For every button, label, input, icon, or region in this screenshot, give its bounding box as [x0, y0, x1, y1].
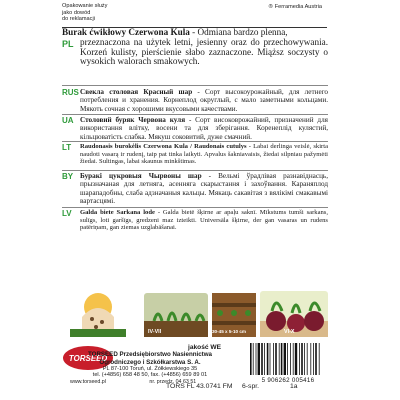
language-code: LV: [62, 209, 72, 218]
company-name: TORSEED Przedsiębiorstwo Nasiennictwa: [87, 351, 212, 358]
barcode-bar: [275, 343, 277, 375]
barcode-bar: [313, 343, 314, 375]
certification-mark: [269, 4, 322, 10]
variety-title: Буракі цукровыя Чырвоны шар: [80, 172, 202, 180]
product-code: TORS FL 43.0741 FM: [166, 383, 233, 390]
harvest-period: VI-X: [284, 329, 295, 335]
certification-label: Ferramedia Austria: [274, 4, 322, 10]
barcode-bar: [307, 343, 308, 375]
barcode-bar: [295, 343, 297, 375]
variant-label: 1a: [290, 383, 298, 390]
language-code: BY: [62, 172, 74, 181]
variety-description: - Сорт высокоурожайный, для летнего потребления и хранения. Корнеплод округлый, с мало заметными кольцами. Мякоть сочная с хорошими вкусовыми качествами.: [80, 88, 328, 113]
variety-title: Raudonasis burokėlis Czerwona Kula / Raudonais cutulys: [80, 143, 247, 150]
divider: [62, 207, 328, 208]
variety-description: - Galda bietē šķirne ar apaļu saknī. Mīkstums tumši sarkans, sulīgs, loti garšīgs, gredzeni maz izteikti. Universāla šķirne, der gan vasaras un rudens patēriņam, gan ziemas uzglabāšanai.: [80, 209, 329, 232]
barcode-bar: [256, 343, 257, 375]
divider: [62, 141, 328, 142]
description-ua: [62, 116, 328, 141]
barcode-bar: [273, 343, 274, 375]
registered-icon: ®: [268, 4, 273, 10]
cultivation-calendar: [62, 287, 328, 339]
variety-title: Burak ćwikłowy Czerwona Kula: [62, 27, 190, 37]
variety-description: - Labai derlinga veislė, skirta naudoti vasarą ir rudenį, taip pat tinka laikyti. Apvalus šakniavaisis, žiedai silpniau pažymėti žiedai. Sultingas, labai skaunus minkštimas.: [80, 143, 329, 166]
complaint-notice: [62, 3, 107, 23]
barcode-bar: [250, 343, 252, 375]
company-name-2: Ogrodniczego i Szkółkarstwa S. A.: [99, 358, 201, 366]
divider: [62, 170, 328, 171]
barcode-bar: [299, 343, 300, 375]
description-lv: [62, 209, 328, 232]
barcode-bar: [301, 343, 303, 375]
barcode-number: 5 906262 005416: [261, 377, 315, 384]
sowing-period: IV-VII: [148, 329, 162, 335]
language-code: PL: [62, 39, 74, 49]
barcode-bar: [264, 343, 265, 375]
quality-label: jakość WE: [188, 344, 221, 351]
barcode-bar: [310, 343, 311, 375]
barcode-bar: [319, 343, 320, 375]
description-pl: PL Burak ćwikłowy Czerwona Kula - Odmiana bardzo plenna, przeznaczona na użytek letni, jesienny oraz do przechowywania. Korzeń kulisty, pierścienie słabo zaznaczone. Miąższ soczysty o wysokich walorach smakowych.: [62, 27, 328, 67]
language-code: LT: [62, 143, 72, 152]
sowing-hand-icon: [62, 289, 134, 339]
barcode-bar: [293, 343, 294, 375]
variety-description: - Вельмі ўрадлівая разнавіднасць, прызначаная для летняга, асенняга скарыстання і захоўвання. Караняплод шарападобны, слаба адзначаныя кальцы. Мякаць сакавітая з вялікімі смакавымі вартасцямі.: [80, 172, 328, 205]
company-website[interactable]: www.torseed.pl: [70, 378, 106, 385]
barcode-bar: [315, 343, 317, 375]
divider: [62, 85, 328, 86]
notice-line: jako dowód: [62, 9, 91, 16]
description-lt: [62, 143, 328, 166]
barcode-bar: [279, 343, 280, 375]
barcode-bar: [287, 343, 288, 375]
barcode-bar: [253, 343, 254, 375]
barcode-bar: [267, 343, 269, 375]
barcode-bar: [290, 343, 291, 375]
barcode-bar: [304, 343, 305, 375]
language-code: RUS: [62, 88, 79, 97]
barcode-bar: [284, 343, 286, 375]
notice-line: Opakowanie służy: [62, 3, 108, 9]
variety-title: Свекла столовая Красный шар: [80, 88, 193, 96]
notice-line: do reklamacji: [62, 16, 95, 23]
barcode-bar: [261, 343, 263, 375]
variety-description: przeznaczona na użytek letni, jesienny oraz do przechowywania. Korzeń kulisty, pierścienie słabo zaznaczone. Miąższ soczysty o wysokich walorach smakowych.: [80, 36, 328, 67]
spr-label: 6-spr.: [242, 383, 259, 390]
production-number: nr. przedz. 04 63 51: [149, 378, 197, 385]
company-phone: tel. (+4856) 658 48 50, fax. (+4856) 659 89 01: [92, 372, 208, 379]
barcode-bar: [281, 343, 283, 375]
description-by: [62, 172, 328, 205]
language-code: UA: [62, 116, 74, 125]
barcode: [246, 343, 330, 377]
variety-title: Galda biete Sarkana lode: [80, 209, 155, 216]
barcode-bar: [270, 343, 271, 375]
company-info: [62, 351, 238, 385]
logo-text: TORSEED: [68, 354, 108, 363]
plant-spacing: 30-45 x 5-10 cm: [212, 329, 246, 334]
divider: [62, 114, 328, 115]
barcode-bar: [258, 343, 260, 375]
description-rus: [62, 88, 328, 113]
company-address: PL 87-100 Toruń, ul. Żółkiewskiego 35: [102, 366, 198, 372]
variety-title: Столовий буряк Червона куля: [80, 116, 186, 124]
variety-description: - Сорт високоврожайний, призначений для використання влітку, восени та для зберігання. Коренеплід кулястий, кільцюватість слабка. Мякуш соковитий, дуже смачний.: [80, 116, 328, 141]
